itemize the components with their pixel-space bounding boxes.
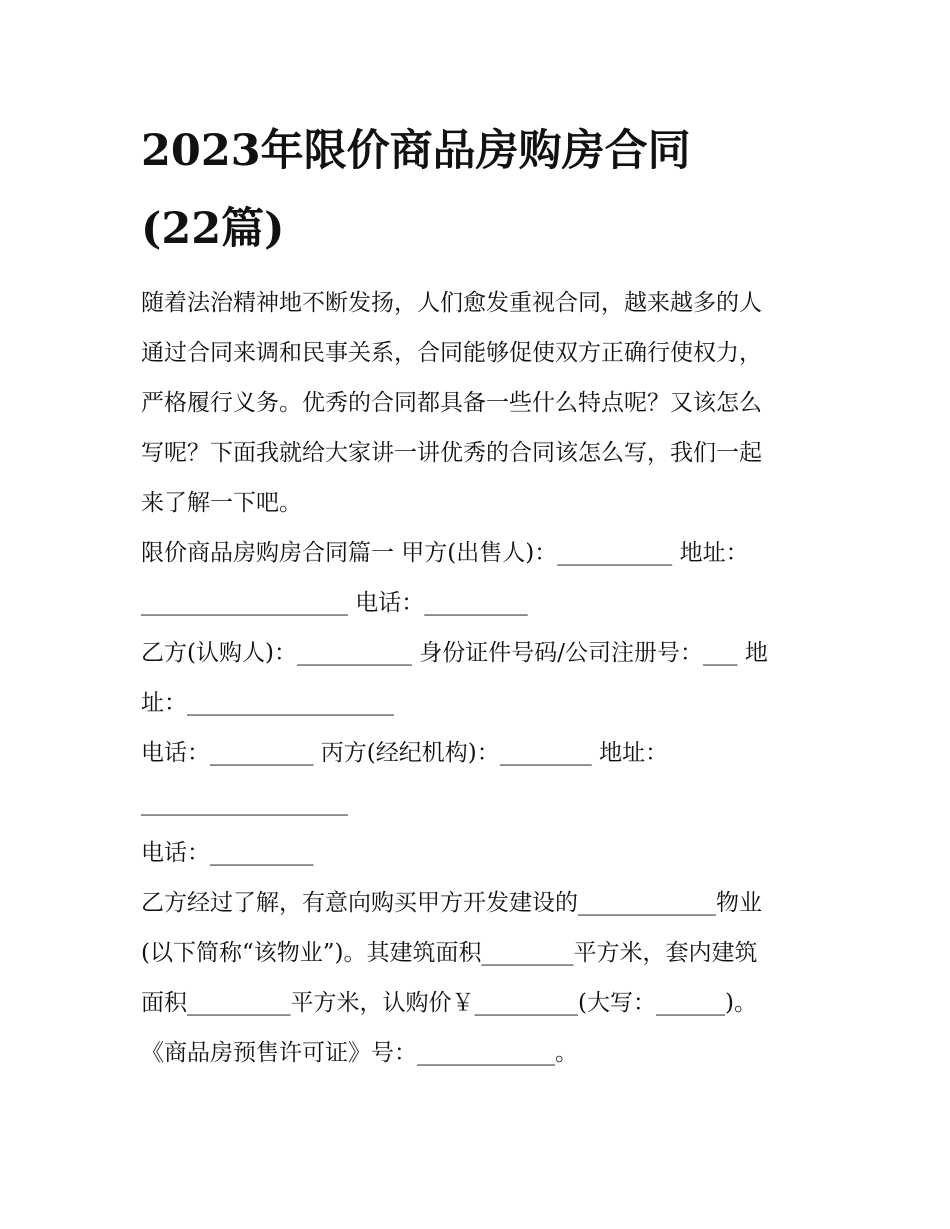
party-b-line: 乙方(认购人)：__________ 身份证件号码/公司注册号：___ 地: [141, 640, 768, 666]
party-c-phone-line: 电话：_________: [141, 840, 314, 866]
clause-line-4: 《商品房预售许可证》号：____________。: [141, 1040, 578, 1066]
clause-line-1: 乙方经过了解，有意向购买甲方开发建设的____________物业: [141, 890, 762, 916]
party-a-address-phone-line: __________________ 电话：_________: [141, 590, 528, 616]
intro-line-1: 随着法治精神地不断发扬，人们愈发重视合同，越来越多的人: [141, 290, 762, 316]
party-b-address-line: 址：__________________: [141, 690, 394, 716]
document-body: [141, 278, 813, 1078]
party-c-line: 电话：_________ 丙方(经纪机构)：________ 地址：: [141, 740, 669, 766]
clause-line-2: (以下简称“该物业”)。其建筑面积________平方米，套内建筑: [141, 940, 758, 966]
clause-line-3: 面积_________平方米，认购价￥_________(大写：______)。: [141, 990, 757, 1016]
document-page: [141, 112, 813, 1078]
intro-line-5: 来了解一下吧。: [141, 490, 302, 516]
title-line-1: 2023年限价商品房购房合同: [141, 126, 691, 176]
party-a-line: 限价商品房购房合同篇一 甲方(出售人)：__________ 地址：: [141, 540, 749, 566]
title-line-2: (22篇): [141, 204, 285, 254]
party-c-address-line: __________________: [141, 790, 348, 816]
document-title: [141, 112, 813, 268]
intro-line-4: 写呢？下面我就给大家讲一讲优秀的合同该怎么写，我们一起: [141, 440, 762, 466]
intro-line-2: 通过合同来调和民事关系，合同能够促使双方正确行使权力，: [141, 340, 762, 366]
intro-line-3: 严格履行义务。优秀的合同都具备一些什么特点呢？又该怎么: [141, 390, 762, 416]
